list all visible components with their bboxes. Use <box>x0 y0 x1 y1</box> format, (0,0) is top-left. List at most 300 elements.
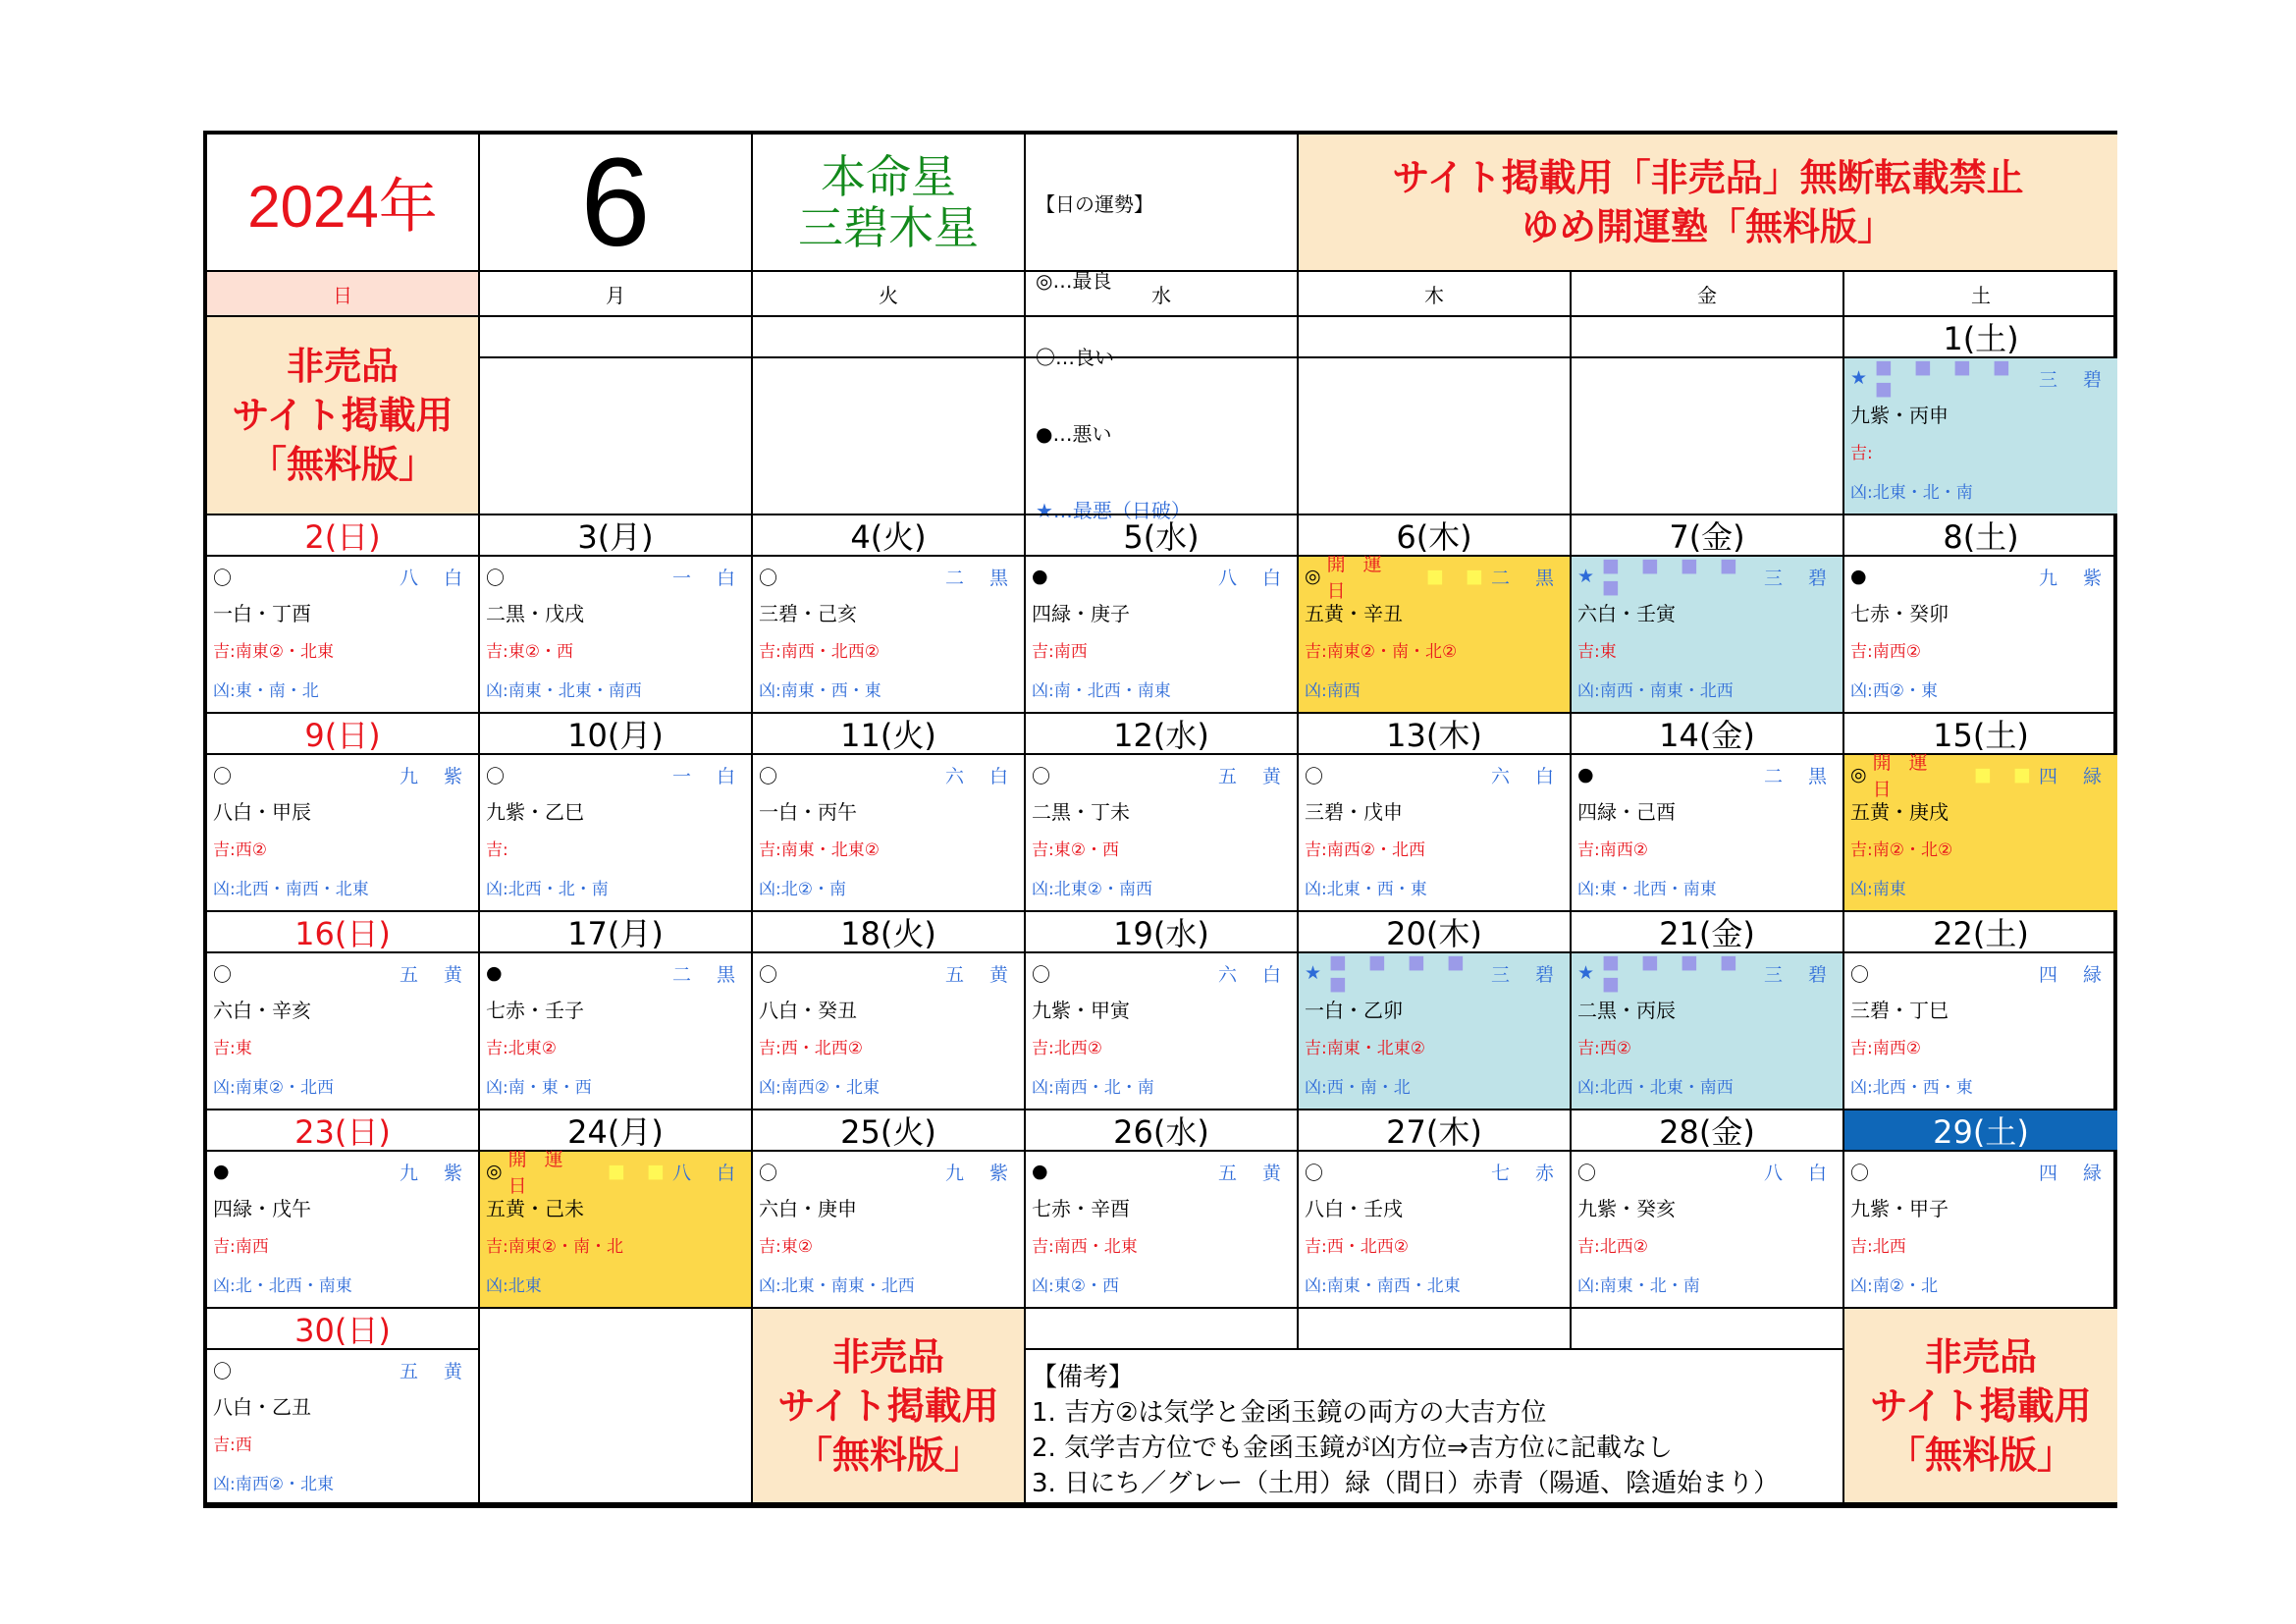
unlucky-directions: 凶:北東・南東・北西 <box>759 1276 915 1296</box>
lucky-directions: 吉:南西・北西② <box>759 642 880 662</box>
date-label: 20(木) <box>1299 912 1572 953</box>
day-cell[interactable] <box>207 755 480 912</box>
fortune-mark: ★ <box>1577 962 1595 984</box>
day-star: 三 碧 <box>1763 963 1837 986</box>
fortune-mark: 〇 <box>1577 1162 1597 1184</box>
day-cell[interactable] <box>1026 953 1299 1110</box>
date-label: 28(金) <box>1572 1110 1844 1152</box>
day-cell[interactable] <box>1026 557 1299 714</box>
lucky-directions: 吉:南東・北東② <box>1305 1039 1425 1058</box>
date-label: 2(日) <box>207 515 480 557</box>
date-label: 27(木) <box>1299 1110 1572 1152</box>
day-star: 九 紫 <box>2038 567 2111 589</box>
empty-date <box>1572 317 1844 358</box>
unlucky-directions: 凶:東・南・北 <box>213 681 319 701</box>
fortune-row <box>1305 1158 1564 1185</box>
day-cell[interactable] <box>1299 1152 1572 1309</box>
date-label: 15(土) <box>1844 714 2117 755</box>
remarks-line: 1. 吉方②は気学と金函玉鏡の両方の大吉方位 <box>1032 1398 1547 1428</box>
fortune-row <box>486 761 745 788</box>
unlucky-directions: 凶:北②・南 <box>759 880 846 899</box>
fortune-mark: ★ <box>1305 962 1322 984</box>
side-notice-line: サイト掲載用 <box>777 1383 999 1428</box>
date-label: 23(日) <box>207 1110 480 1152</box>
kanshi-label: 八白・壬戌 <box>1305 1197 1403 1220</box>
fortune-row <box>1850 356 2111 400</box>
year-title: 2024年 <box>207 135 480 272</box>
unlucky-directions: 凶:北西・北東・南西 <box>1577 1078 1734 1098</box>
worst-squares: ■ ■ ■ ■ ■ <box>1875 356 2018 400</box>
kanshi-label: 五黄・庚戌 <box>1850 800 1949 824</box>
day-cell[interactable] <box>207 557 480 714</box>
day-star: 四 緑 <box>2038 765 2111 787</box>
lucky-directions: 吉:西② <box>1577 1039 1631 1058</box>
day-star: 六 白 <box>1490 765 1564 787</box>
date-label: 5(水) <box>1026 515 1299 557</box>
unlucky-directions: 凶:西②・東 <box>1850 681 1938 701</box>
fortune-mark: 〇 <box>486 765 506 787</box>
fortune-row <box>1850 752 2111 800</box>
kanshi-label: 九紫・癸亥 <box>1577 1197 1676 1220</box>
unlucky-directions: 凶:南・北西・南東 <box>1032 681 1171 701</box>
lucky-directions: 吉:南東②・北東 <box>213 642 334 662</box>
kanshi-label: 六白・辛亥 <box>213 999 311 1022</box>
lucky-directions: 吉:東 <box>213 1039 252 1058</box>
kanshi-label: 七赤・辛酉 <box>1032 1197 1130 1220</box>
fortune-row <box>486 959 745 987</box>
empty-day <box>480 358 753 515</box>
day-cell[interactable] <box>1572 557 1844 714</box>
honmei-star-block <box>753 135 1026 272</box>
kanshi-label: 二黒・丁未 <box>1032 800 1130 824</box>
fortune-row <box>759 761 1018 788</box>
fortune-mark: 〇 <box>1850 1162 1870 1184</box>
fortune-row <box>1577 555 1837 598</box>
date-label: 12(水) <box>1026 714 1299 755</box>
lucky-directions: 吉:北東② <box>486 1039 557 1058</box>
date-label: 25(火) <box>753 1110 1026 1152</box>
unlucky-directions: 凶:北・北西・南東 <box>213 1276 352 1296</box>
date-label: 14(金) <box>1572 714 1844 755</box>
fortune-mark: ★ <box>1850 367 1868 389</box>
empty-date <box>1299 1309 1572 1350</box>
unlucky-directions: 凶:南・東・西 <box>486 1078 592 1098</box>
day-star: 二 黒 <box>671 963 745 986</box>
fortune-row <box>213 959 472 987</box>
fortune-row <box>1032 959 1291 987</box>
lucky-directions: 吉:南西② <box>1577 840 1648 860</box>
fortune-row <box>1850 1158 2111 1185</box>
fortune-row <box>1305 554 1564 602</box>
unlucky-directions: 凶:南東・南西・北東 <box>1305 1276 1461 1296</box>
legend-good: 〇…良い <box>1036 346 1114 369</box>
weekday-header: 金 <box>1572 272 1844 317</box>
day-star: 九 紫 <box>399 1162 472 1184</box>
day-star: 九 紫 <box>399 765 472 787</box>
side-notice <box>1844 1309 2117 1504</box>
kanshi-label: 二黒・戊戌 <box>486 602 584 625</box>
day-star: 四 緑 <box>2038 963 2111 986</box>
date-label: 16(日) <box>207 912 480 953</box>
day-cell[interactable] <box>1572 1152 1844 1309</box>
unlucky-directions: 凶:東・北西・南東 <box>1577 880 1717 899</box>
weekday-header: 月 <box>480 272 753 317</box>
lucky-directions: 吉: <box>1850 444 1873 463</box>
day-cell[interactable] <box>1844 752 2117 912</box>
unlucky-directions: 凶:北西・西・東 <box>1850 1078 1973 1098</box>
day-cell[interactable] <box>480 557 753 714</box>
worst-squares: ■ ■ ■ ■ ■ <box>1602 555 1745 598</box>
day-star: 八 白 <box>1217 567 1291 589</box>
kaiun-badge: 開 運 日 <box>1326 554 1388 602</box>
fortune-row <box>1850 959 2111 987</box>
fortune-mark: ● <box>486 962 503 984</box>
fortune-mark: ● <box>1577 764 1594 785</box>
fortune-mark: 〇 <box>1305 765 1324 787</box>
unlucky-directions: 凶:北西・南西・北東 <box>213 880 369 899</box>
kanshi-label: 八白・甲辰 <box>213 800 311 824</box>
day-star: 九 紫 <box>944 1162 1018 1184</box>
side-notice <box>753 1309 1026 1504</box>
day-star: 五 黄 <box>399 963 472 986</box>
day-star: 一 白 <box>671 765 745 787</box>
lucky-directions: 吉:東 <box>1577 642 1617 662</box>
day-cell[interactable] <box>480 1149 753 1309</box>
lucky-directions: 吉:西 <box>213 1435 252 1455</box>
kaiun-badge: 開 運 日 <box>507 1149 569 1197</box>
kanshi-label: 六白・壬寅 <box>1577 602 1676 625</box>
month-number: 6 <box>480 135 753 272</box>
empty-date <box>753 317 1026 358</box>
legend-title: 【日の運勢】 <box>1036 192 1153 216</box>
day-cell[interactable] <box>1026 1152 1299 1309</box>
remarks-line: 3. 日にち／グレー（土用）緑（間日）赤青（陽遁、陰遁始まり） <box>1032 1469 1780 1498</box>
weekday-header: 火 <box>753 272 1026 317</box>
unlucky-directions: 凶:北東②・南西 <box>1032 880 1152 899</box>
kanshi-label: 九紫・乙巳 <box>486 800 584 824</box>
weekday-header: 木 <box>1299 272 1572 317</box>
day-star: 五 黄 <box>1217 1162 1291 1184</box>
fortune-row <box>1577 1158 1837 1185</box>
kanshi-label: 七赤・壬子 <box>486 999 584 1022</box>
fortune-mark: ● <box>1850 566 1867 587</box>
fortune-mark: ◎ <box>1305 566 1321 587</box>
day-cell[interactable] <box>1299 554 1572 714</box>
side-notice-line: 非売品 <box>286 345 399 388</box>
empty-date <box>480 317 753 358</box>
fortune-mark: ◎ <box>486 1161 503 1182</box>
lucky-directions: 吉:南西②・北西 <box>1305 840 1425 860</box>
fortune-row <box>1032 1158 1291 1185</box>
fortune-mark: 〇 <box>213 1360 233 1382</box>
remarks-box <box>1026 1350 1844 1504</box>
lucky-directions: 吉:南西 <box>213 1237 269 1257</box>
day-star: 三 碧 <box>1763 567 1837 589</box>
day-star: 二 黒 <box>944 567 1018 589</box>
unlucky-directions: 凶:南西・北・南 <box>1032 1078 1154 1098</box>
fortune-row <box>1032 563 1291 590</box>
day-cell[interactable] <box>1299 953 1572 1110</box>
date-label: 7(金) <box>1572 515 1844 557</box>
lucky-directions: 吉: <box>486 840 508 860</box>
date-label: 3(月) <box>480 515 753 557</box>
date-label: 13(木) <box>1299 714 1572 755</box>
weekday-header: 日 <box>207 272 480 317</box>
lucky-directions: 吉:南東②・南・北② <box>1305 642 1458 662</box>
day-cell[interactable] <box>1572 953 1844 1110</box>
legend-bad: ●…悪い <box>1036 422 1112 446</box>
unlucky-directions: 凶:南東・北東・南西 <box>486 681 642 701</box>
unlucky-directions: 凶:南西・南東・北西 <box>1577 681 1734 701</box>
day-cell[interactable] <box>207 1350 480 1504</box>
kanshi-label: 一白・乙卯 <box>1305 999 1403 1022</box>
day-cell[interactable] <box>1572 755 1844 912</box>
unlucky-directions: 凶:西・南・北 <box>1305 1078 1411 1098</box>
lucky-directions: 吉:北西② <box>1032 1039 1102 1058</box>
weekday-header: 水 <box>1026 272 1299 317</box>
fortune-mark: 〇 <box>213 765 233 787</box>
fortune-row <box>1305 951 1564 995</box>
fortune-mark: 〇 <box>759 963 778 986</box>
lucky-directions: 吉:南東・北東② <box>759 840 880 860</box>
day-cell[interactable] <box>207 1152 480 1309</box>
unlucky-directions: 凶:北西・北・南 <box>486 880 609 899</box>
day-star: 二 黒 <box>1490 567 1564 589</box>
empty-day <box>1572 358 1844 515</box>
side-notice-line: 「無料版」 <box>1887 1433 2074 1477</box>
day-cell[interactable] <box>1844 557 2117 714</box>
kaiun-squares: ■ ■ <box>608 1161 672 1182</box>
lucky-directions: 吉:東②・西 <box>486 642 573 662</box>
day-cell[interactable] <box>1026 755 1299 912</box>
fortune-row <box>213 1158 472 1185</box>
lucky-directions: 吉:南西② <box>1850 642 1921 662</box>
empty-date <box>1299 317 1572 358</box>
day-star: 二 黒 <box>1763 765 1837 787</box>
lucky-directions: 吉:南西 <box>1032 642 1088 662</box>
empty-date <box>1026 1309 1299 1350</box>
lucky-directions: 吉:東②・西 <box>1032 840 1119 860</box>
kaiun-squares: ■ ■ <box>1426 566 1491 587</box>
fortune-row <box>213 1356 472 1383</box>
notice-line2: ゆめ開運塾「無料版」 <box>1521 205 1895 248</box>
day-cell[interactable] <box>1844 1152 2117 1309</box>
day-cell[interactable] <box>1844 358 2117 515</box>
day-cell[interactable] <box>1299 755 1572 912</box>
kanshi-label: 三碧・丁巳 <box>1850 999 1949 1022</box>
side-notice <box>207 317 480 515</box>
day-cell[interactable] <box>480 755 753 912</box>
date-label: 10(月) <box>480 714 753 755</box>
date-label: 26(水) <box>1026 1110 1299 1152</box>
fortune-row <box>1305 761 1564 788</box>
kanshi-label: 三碧・戊申 <box>1305 800 1403 824</box>
date-label: 4(火) <box>753 515 1026 557</box>
unlucky-directions: 凶:南東 <box>1850 880 1906 899</box>
day-cell[interactable] <box>753 953 1026 1110</box>
day-cell[interactable] <box>753 1152 1026 1309</box>
day-star: 四 緑 <box>2038 1162 2111 1184</box>
lucky-directions: 吉:南東②・南・北 <box>486 1237 623 1257</box>
day-star: 五 黄 <box>399 1360 472 1382</box>
kanshi-label: 七赤・癸卯 <box>1850 602 1949 625</box>
empty-date <box>1572 1309 1844 1350</box>
kanshi-label: 八白・乙丑 <box>213 1395 311 1419</box>
date-label: 29(土) <box>1844 1110 2117 1152</box>
kaiun-badge: 開 運 日 <box>1872 752 1934 800</box>
site-notice <box>1299 135 2117 272</box>
kanshi-label: 九紫・丙申 <box>1850 404 1949 427</box>
honmei-label: 本命星 <box>821 150 956 203</box>
day-star: 六 白 <box>944 765 1018 787</box>
side-notice-line: サイト掲載用 <box>1870 1383 2092 1428</box>
kanshi-label: 一白・丙午 <box>759 800 857 824</box>
fortune-row <box>759 1158 1018 1185</box>
fortune-row <box>1032 761 1291 788</box>
empty-date <box>1026 317 1299 358</box>
date-label: 21(金) <box>1572 912 1844 953</box>
unlucky-directions: 凶:北東 <box>486 1276 542 1296</box>
fortune-mark: 〇 <box>1032 963 1051 986</box>
kanshi-label: 九紫・甲寅 <box>1032 999 1130 1022</box>
lucky-directions: 吉:北西 <box>1850 1237 1906 1257</box>
date-label: 6(木) <box>1299 515 1572 557</box>
fortune-legend <box>1026 135 1299 522</box>
fortune-row <box>1577 761 1837 788</box>
empty-day <box>1026 358 1299 515</box>
legend-worst: ★…最悪（日破） <box>1036 499 1191 522</box>
side-notice-line: サイト掲載用 <box>232 394 454 437</box>
unlucky-directions: 凶:南東②・北西 <box>213 1078 334 1098</box>
kanshi-label: 五黄・己未 <box>486 1197 584 1220</box>
day-star: 八 白 <box>1763 1162 1837 1184</box>
unlucky-directions: 凶:北東・北・南 <box>1850 483 1973 503</box>
date-label: 17(月) <box>480 912 753 953</box>
date-label: 9(日) <box>207 714 480 755</box>
fortune-mark: ★ <box>1577 566 1595 587</box>
fortune-mark: 〇 <box>1850 963 1870 986</box>
day-cell[interactable] <box>207 953 480 1110</box>
date-label: 19(水) <box>1026 912 1299 953</box>
side-notice-line: 「無料版」 <box>794 1433 982 1477</box>
fortune-mark: ◎ <box>1850 764 1867 785</box>
date-label: 30(日) <box>207 1309 480 1350</box>
fortune-row <box>486 563 745 590</box>
unlucky-directions: 凶:南東・北・南 <box>1577 1276 1700 1296</box>
remarks-line: 2. 気学吉方位でも金函玉鏡が凶方位⇒吉方位に記載なし <box>1032 1434 1673 1463</box>
fortune-row <box>213 563 472 590</box>
empty-day <box>753 358 1026 515</box>
lucky-directions: 吉:北西② <box>1577 1237 1648 1257</box>
fortune-mark: 〇 <box>1032 765 1051 787</box>
lucky-directions: 吉:西・北西② <box>1305 1237 1409 1257</box>
fortune-row <box>759 563 1018 590</box>
fortune-row <box>1850 563 2111 590</box>
kanshi-label: 二黒・丙辰 <box>1577 999 1676 1022</box>
kanshi-label: 四緑・己酉 <box>1577 800 1676 824</box>
fortune-mark: 〇 <box>1305 1162 1324 1184</box>
calendar <box>203 131 2117 1508</box>
empty-day <box>480 1309 753 1504</box>
kanshi-label: 一白・丁酉 <box>213 602 311 625</box>
kanshi-label: 九紫・甲子 <box>1850 1197 1949 1220</box>
day-star: 五 黄 <box>1217 765 1291 787</box>
fortune-row <box>759 959 1018 987</box>
date-label: 1(土) <box>1844 317 2117 358</box>
fortune-mark: 〇 <box>213 963 233 986</box>
kanshi-label: 八白・癸丑 <box>759 999 857 1022</box>
kanshi-label: 四緑・庚子 <box>1032 602 1130 625</box>
kanshi-label: 四緑・戊午 <box>213 1197 311 1220</box>
fortune-mark: ● <box>1032 1161 1048 1182</box>
day-star: 三 碧 <box>1490 963 1564 986</box>
unlucky-directions: 凶:東②・西 <box>1032 1276 1119 1296</box>
empty-day <box>1299 358 1572 515</box>
fortune-mark: 〇 <box>759 1162 778 1184</box>
unlucky-directions: 凶:北東・西・東 <box>1305 880 1427 899</box>
honmei-star: 三碧木星 <box>798 201 979 254</box>
date-label: 8(土) <box>1844 515 2117 557</box>
weekday-header: 土 <box>1844 272 2117 317</box>
notice-line1: サイト掲載用「非売品」無断転載禁止 <box>1392 156 2024 199</box>
lucky-directions: 吉:南西・北東 <box>1032 1237 1138 1257</box>
date-label: 24(月) <box>480 1110 753 1152</box>
day-cell[interactable] <box>480 953 753 1110</box>
day-star: 三 碧 <box>2038 368 2111 391</box>
worst-squares: ■ ■ ■ ■ ■ <box>1329 951 1472 995</box>
day-cell[interactable] <box>753 557 1026 714</box>
lucky-directions: 吉:西・北西② <box>759 1039 863 1058</box>
legend-best: ◎…最良 <box>1036 269 1112 293</box>
day-star: 六 白 <box>1217 963 1291 986</box>
day-cell[interactable] <box>1844 953 2117 1110</box>
lucky-directions: 吉:東② <box>759 1237 813 1257</box>
unlucky-directions: 凶:南西②・北東 <box>759 1078 880 1098</box>
fortune-row <box>1577 951 1837 995</box>
unlucky-directions: 凶:南西 <box>1305 681 1361 701</box>
kanshi-label: 六白・庚申 <box>759 1197 857 1220</box>
lucky-directions: 吉:南②・北② <box>1850 840 1953 860</box>
side-notice-line: 非売品 <box>831 1334 944 1379</box>
kaiun-squares: ■ ■ <box>1974 764 2039 785</box>
day-cell[interactable] <box>753 755 1026 912</box>
fortune-mark: ● <box>213 1161 230 1182</box>
fortune-row <box>486 1149 745 1197</box>
fortune-mark: 〇 <box>759 765 778 787</box>
lucky-directions: 吉:南西② <box>1850 1039 1921 1058</box>
day-star: 八 白 <box>671 1162 745 1184</box>
unlucky-directions: 凶:南②・北 <box>1850 1276 1938 1296</box>
unlucky-directions: 凶:南西②・北東 <box>213 1475 334 1494</box>
side-notice-line: 非売品 <box>1924 1334 2037 1379</box>
fortune-mark: 〇 <box>759 567 778 589</box>
day-star: 一 白 <box>671 567 745 589</box>
kanshi-label: 五黄・辛丑 <box>1305 602 1403 625</box>
date-label: 11(火) <box>753 714 1026 755</box>
lucky-directions: 吉:西② <box>213 840 267 860</box>
remarks-title: 【備考】 <box>1032 1363 1135 1392</box>
day-star: 八 白 <box>399 567 472 589</box>
fortune-mark: 〇 <box>213 567 233 589</box>
date-label: 18(火) <box>753 912 1026 953</box>
fortune-mark: ● <box>1032 566 1048 587</box>
side-notice-line: 「無料版」 <box>248 443 436 486</box>
date-label: 22(土) <box>1844 912 2117 953</box>
day-star: 七 赤 <box>1490 1162 1564 1184</box>
kanshi-label: 三碧・己亥 <box>759 602 857 625</box>
fortune-mark: 〇 <box>486 567 506 589</box>
day-star: 五 黄 <box>944 963 1018 986</box>
